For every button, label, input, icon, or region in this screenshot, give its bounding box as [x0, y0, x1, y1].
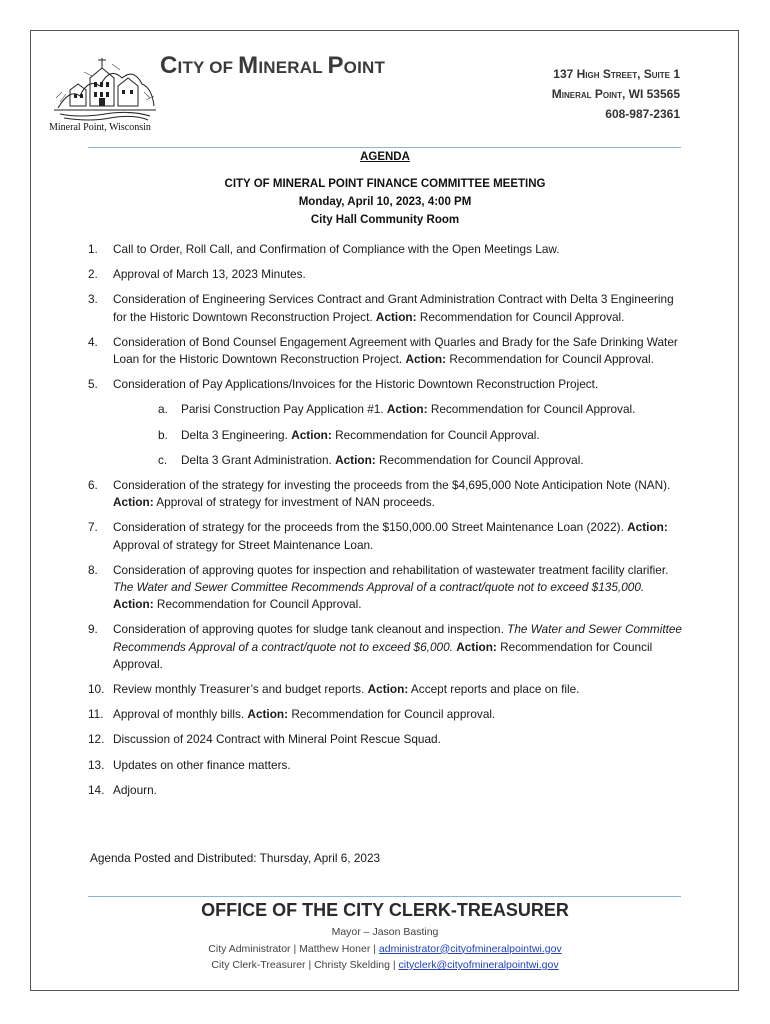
item-text: Delta 3 Grant Administration. — [181, 452, 332, 467]
action-label: Action: — [247, 707, 289, 722]
logo-caption: Mineral Point, Wisconsin — [49, 122, 151, 133]
clerk-line: City Clerk-Treasurer | Christy Skelding | cityclerk@cityofmineralpointwi.gov — [211, 959, 559, 971]
address-line-2: Mineral Point, WI 53565 — [551, 87, 680, 101]
agenda-item — [88, 731, 688, 748]
item-text: Approval of monthly bills. — [113, 707, 245, 722]
meeting-date: Monday, April 10, 2023, 4:00 PM — [298, 196, 472, 208]
item-text: Consideration of Bond Counsel Engagement Agreement with Quarles and Brady for the Safe Drinking Water Loan for the Historic Downtown Reconstruction Project. — [113, 334, 678, 367]
item-text: Consideration of the strategy for investing the proceeds from the $4,695,000 Note Anticipation Note (NAN). — [113, 478, 671, 493]
action-text: Recommendation for Council Approval. — [113, 639, 653, 671]
mayor-line: Mayor – Jason Basting — [331, 926, 439, 938]
agenda-item — [88, 706, 688, 723]
administrator-line: City Administrator | Matthew Honer | administrator@cityofmineralpointwi.gov — [208, 942, 562, 955]
item-text: Review monthly Treasurer’s and budget reports. — [113, 682, 365, 697]
agenda-item — [88, 334, 688, 368]
address-line-1: 137 High Street, Suite 1 — [553, 67, 680, 81]
action-label: Action: — [291, 427, 332, 442]
item-number: 9. — [88, 622, 98, 637]
item-number: 2. — [88, 267, 98, 282]
posted-notice: Agenda Posted and Distributed: Thursday, April 6, 2023 — [90, 851, 381, 865]
action-label: Action: — [113, 495, 154, 510]
item-number: 3. — [88, 292, 98, 307]
item-text: Consideration of Pay Applications/Invoices for the Historic Downtown Reconstruction Project. — [113, 377, 599, 392]
item-number: 7. — [88, 520, 98, 535]
item-number: 8. — [88, 562, 98, 577]
action-label: Action: — [335, 452, 376, 467]
item-number: 13. — [88, 757, 105, 772]
clerk-email-link[interactable]: cityclerk@cityofmineralpointwi.gov — [398, 959, 559, 971]
item-text: Updates on other finance matters. — [113, 757, 291, 772]
meeting-title: CITY OF MINERAL POINT FINANCE COMMITTEE MEETING — [224, 178, 546, 190]
footer-divider — [88, 896, 681, 897]
administrator-email-link[interactable]: administrator@cityofmineralpointwi.gov — [378, 942, 562, 955]
city-title: CITY OF MINERAL POINT — [160, 52, 386, 79]
meeting-location: City Hall Community Room — [310, 214, 460, 226]
agenda-item — [88, 782, 688, 799]
subitem-letter: a. — [158, 402, 168, 417]
item-number: 1. — [88, 242, 98, 256]
action-label: Action: — [113, 597, 154, 612]
agenda-item — [88, 241, 688, 258]
item-number: 6. — [88, 478, 98, 493]
action-text: Recommendation for Council approval. — [291, 707, 496, 722]
item-number: 5. — [88, 377, 98, 392]
subitem-letter: b. — [158, 427, 168, 442]
agenda-subitem — [88, 427, 688, 444]
item-text: Parisi Construction Pay Application #1. — [181, 402, 384, 417]
agenda-subitem — [88, 452, 688, 469]
item-number: 14. — [88, 782, 105, 797]
action-text: Approval of strategy for Street Maintenance Loan. — [113, 537, 374, 552]
agenda-item — [88, 519, 688, 553]
agenda-subitem — [88, 401, 688, 418]
header-divider — [88, 147, 681, 148]
agenda-heading: AGENDA — [360, 151, 410, 163]
action-label: Action: — [386, 402, 428, 417]
office-title: OFFICE OF THE CITY CLERK-TREASURER — [201, 900, 569, 920]
item-text: Adjourn. — [113, 782, 157, 797]
item-text: Consideration of approving quotes for inspection and rehabilitation of wastewater treatment facility clarifier. — [113, 562, 669, 577]
item-text: Consideration of Engineering Services Contract and Grant Administration Contract with Delta 3 Engineering for the Historic Downtown Reconstruction Project. — [113, 292, 674, 324]
committee-recommendation: The Water and Sewer Committee Recommends Approval of a contract/quote not to exceed $135,000. — [113, 580, 645, 595]
action-text: Recommendation for Council Approval. — [430, 402, 636, 417]
action-text: Recommendation for Council Approval. — [449, 352, 654, 367]
subitem-letter: c. — [158, 452, 168, 467]
action-text: Recommendation for Council Approval. — [419, 309, 625, 324]
footer-contacts — [0, 924, 770, 974]
meeting-info — [0, 175, 770, 229]
action-label: Action: — [375, 309, 417, 324]
item-number: 11. — [88, 707, 104, 722]
action-label: Action: — [456, 639, 497, 654]
action-label: Action: — [405, 352, 447, 367]
action-text: Accept reports and place on file. — [410, 682, 580, 697]
agenda-item — [88, 376, 688, 393]
action-label: Action: — [367, 682, 409, 697]
item-text: Approval of March 13, 2023 Minutes. — [113, 267, 306, 282]
action-text: Recommendation for Council Approval. — [379, 452, 584, 467]
agenda-item — [88, 291, 688, 325]
item-number: 4. — [88, 334, 98, 349]
agenda-item — [88, 562, 688, 614]
item-text: Discussion of 2024 Contract with Mineral Point Rescue Squad. — [113, 732, 441, 747]
item-text: Call to Order, Roll Call, and Confirmation of Compliance with the Open Meetings Law. — [113, 242, 560, 256]
action-text: Recommendation for Council Approval. — [335, 427, 540, 442]
action-label: Action: — [627, 520, 668, 535]
agenda-items — [88, 241, 688, 807]
item-text: Consideration of strategy for the proceeds from the $150,000.00 Street Maintenance Loan (2022). — [113, 520, 624, 535]
agenda-item — [88, 266, 688, 283]
item-number: 12. — [88, 732, 105, 747]
action-text: Approval of strategy for investment of NAN proceeds. — [156, 495, 435, 510]
agenda-item — [88, 621, 688, 673]
phone-number: 608-987-2361 — [605, 107, 680, 121]
city-address — [552, 64, 680, 124]
agenda-item — [88, 477, 688, 511]
agenda-item — [88, 757, 688, 774]
committee-recommendation: The Water and Sewer Committee Recommends Approval of a contract/quote not to exceed $6,000. — [113, 622, 682, 654]
item-text: Consideration of approving quotes for sludge tank cleanout and inspection. — [113, 622, 504, 637]
agenda-item — [88, 681, 688, 698]
item-text: Delta 3 Engineering. — [181, 427, 288, 442]
action-text: Recommendation for Council Approval. — [156, 597, 362, 612]
item-number: 10. — [88, 682, 105, 697]
